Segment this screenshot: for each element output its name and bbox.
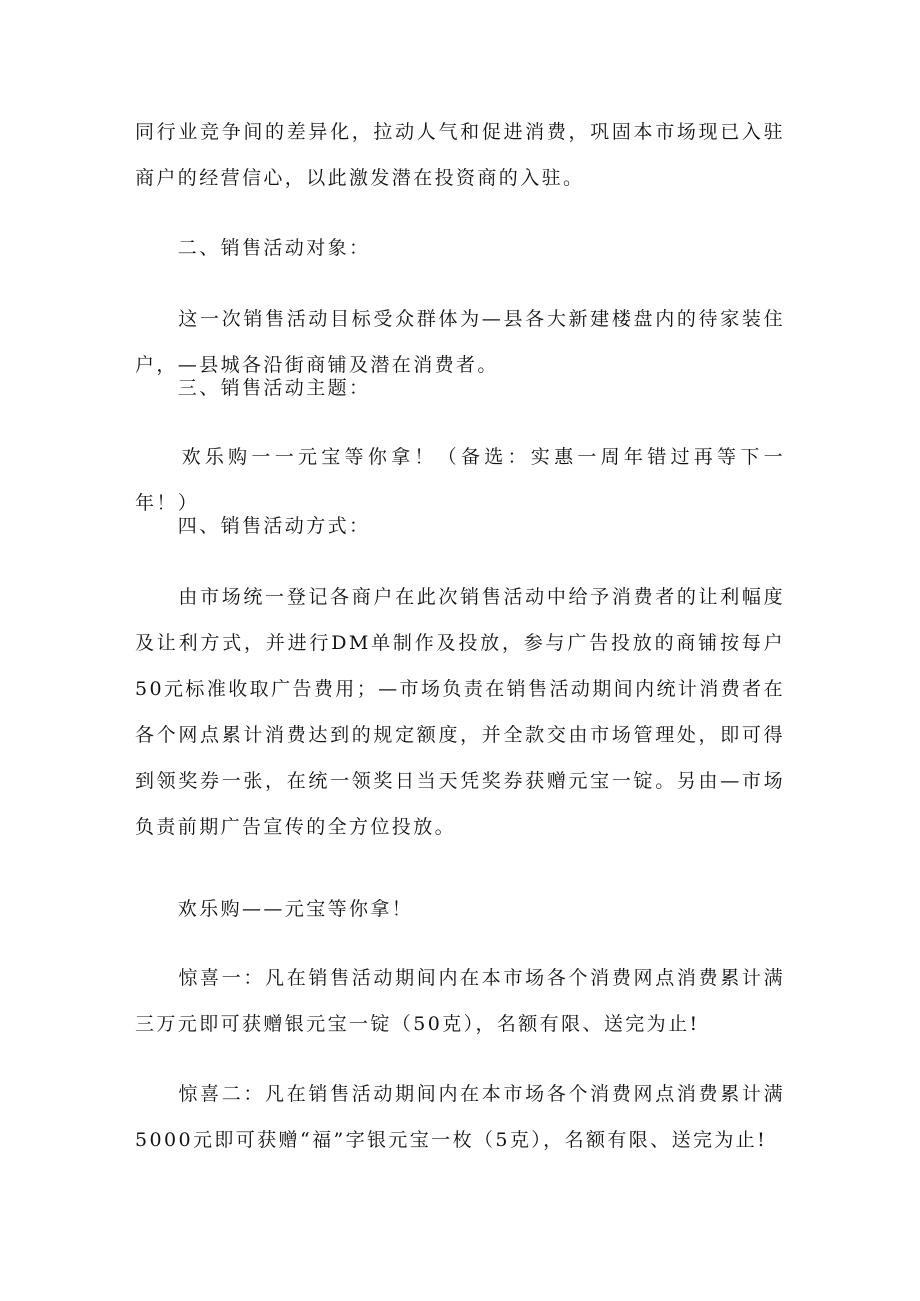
paragraph-surprise-two: 惊喜二：凡在销售活动期间内在本市场各个消费网点消费累计满5000元即可获赠“福”字银元宝一枚（5克），名额有限、送完为止! — [135, 1083, 785, 1151]
heading-activity-theme: 三、销售活动主题： — [135, 377, 371, 399]
paragraph-surprise-one: 惊喜一：凡在销售活动期间内在本市场各个消费网点消费累计满三万元即可获赠银元宝一锭（50克），名额有限、送完为止! — [135, 967, 785, 1035]
paragraph-intro-continuation: 同行业竞争间的差异化，拉动人气和促进消费，巩固本市场现已入驻商户的经营信心，以此激发潜在投资商的入驻。 — [135, 121, 785, 189]
paragraph-slogan: 欢乐购——元宝等你拿！ — [135, 898, 414, 920]
paragraph-activity-target: 这一次销售活动目标受众群体为—县各大新建楼盘内的待家装住户，—县城各沿街商铺及潜在消费者。 — [135, 308, 785, 376]
paragraph-activity-method: 由市场统一登记各商户在此次销售活动中给予消费者的让利幅度及让利方式，并进行DM单制作及投放，参与广告投放的商铺按每户50元标准收取广告费用；—市场负责在销售活动期间内统计消费者在各个网点累计消费达到的规定额度，并全款交由市场管理处，即可得到领奖券一张，在统一领奖日当天凭奖券获赠元宝一锭。另由—市场负责前期广告宣传的全方位投放。 — [135, 586, 785, 838]
heading-activity-method: 四、销售活动方式： — [135, 515, 371, 537]
heading-activity-target: 二、销售活动对象： — [135, 237, 371, 259]
paragraph-activity-theme: 欢乐购一一元宝等你拿！（备选：实惠一周年错过再等下一年！） — [135, 446, 785, 514]
